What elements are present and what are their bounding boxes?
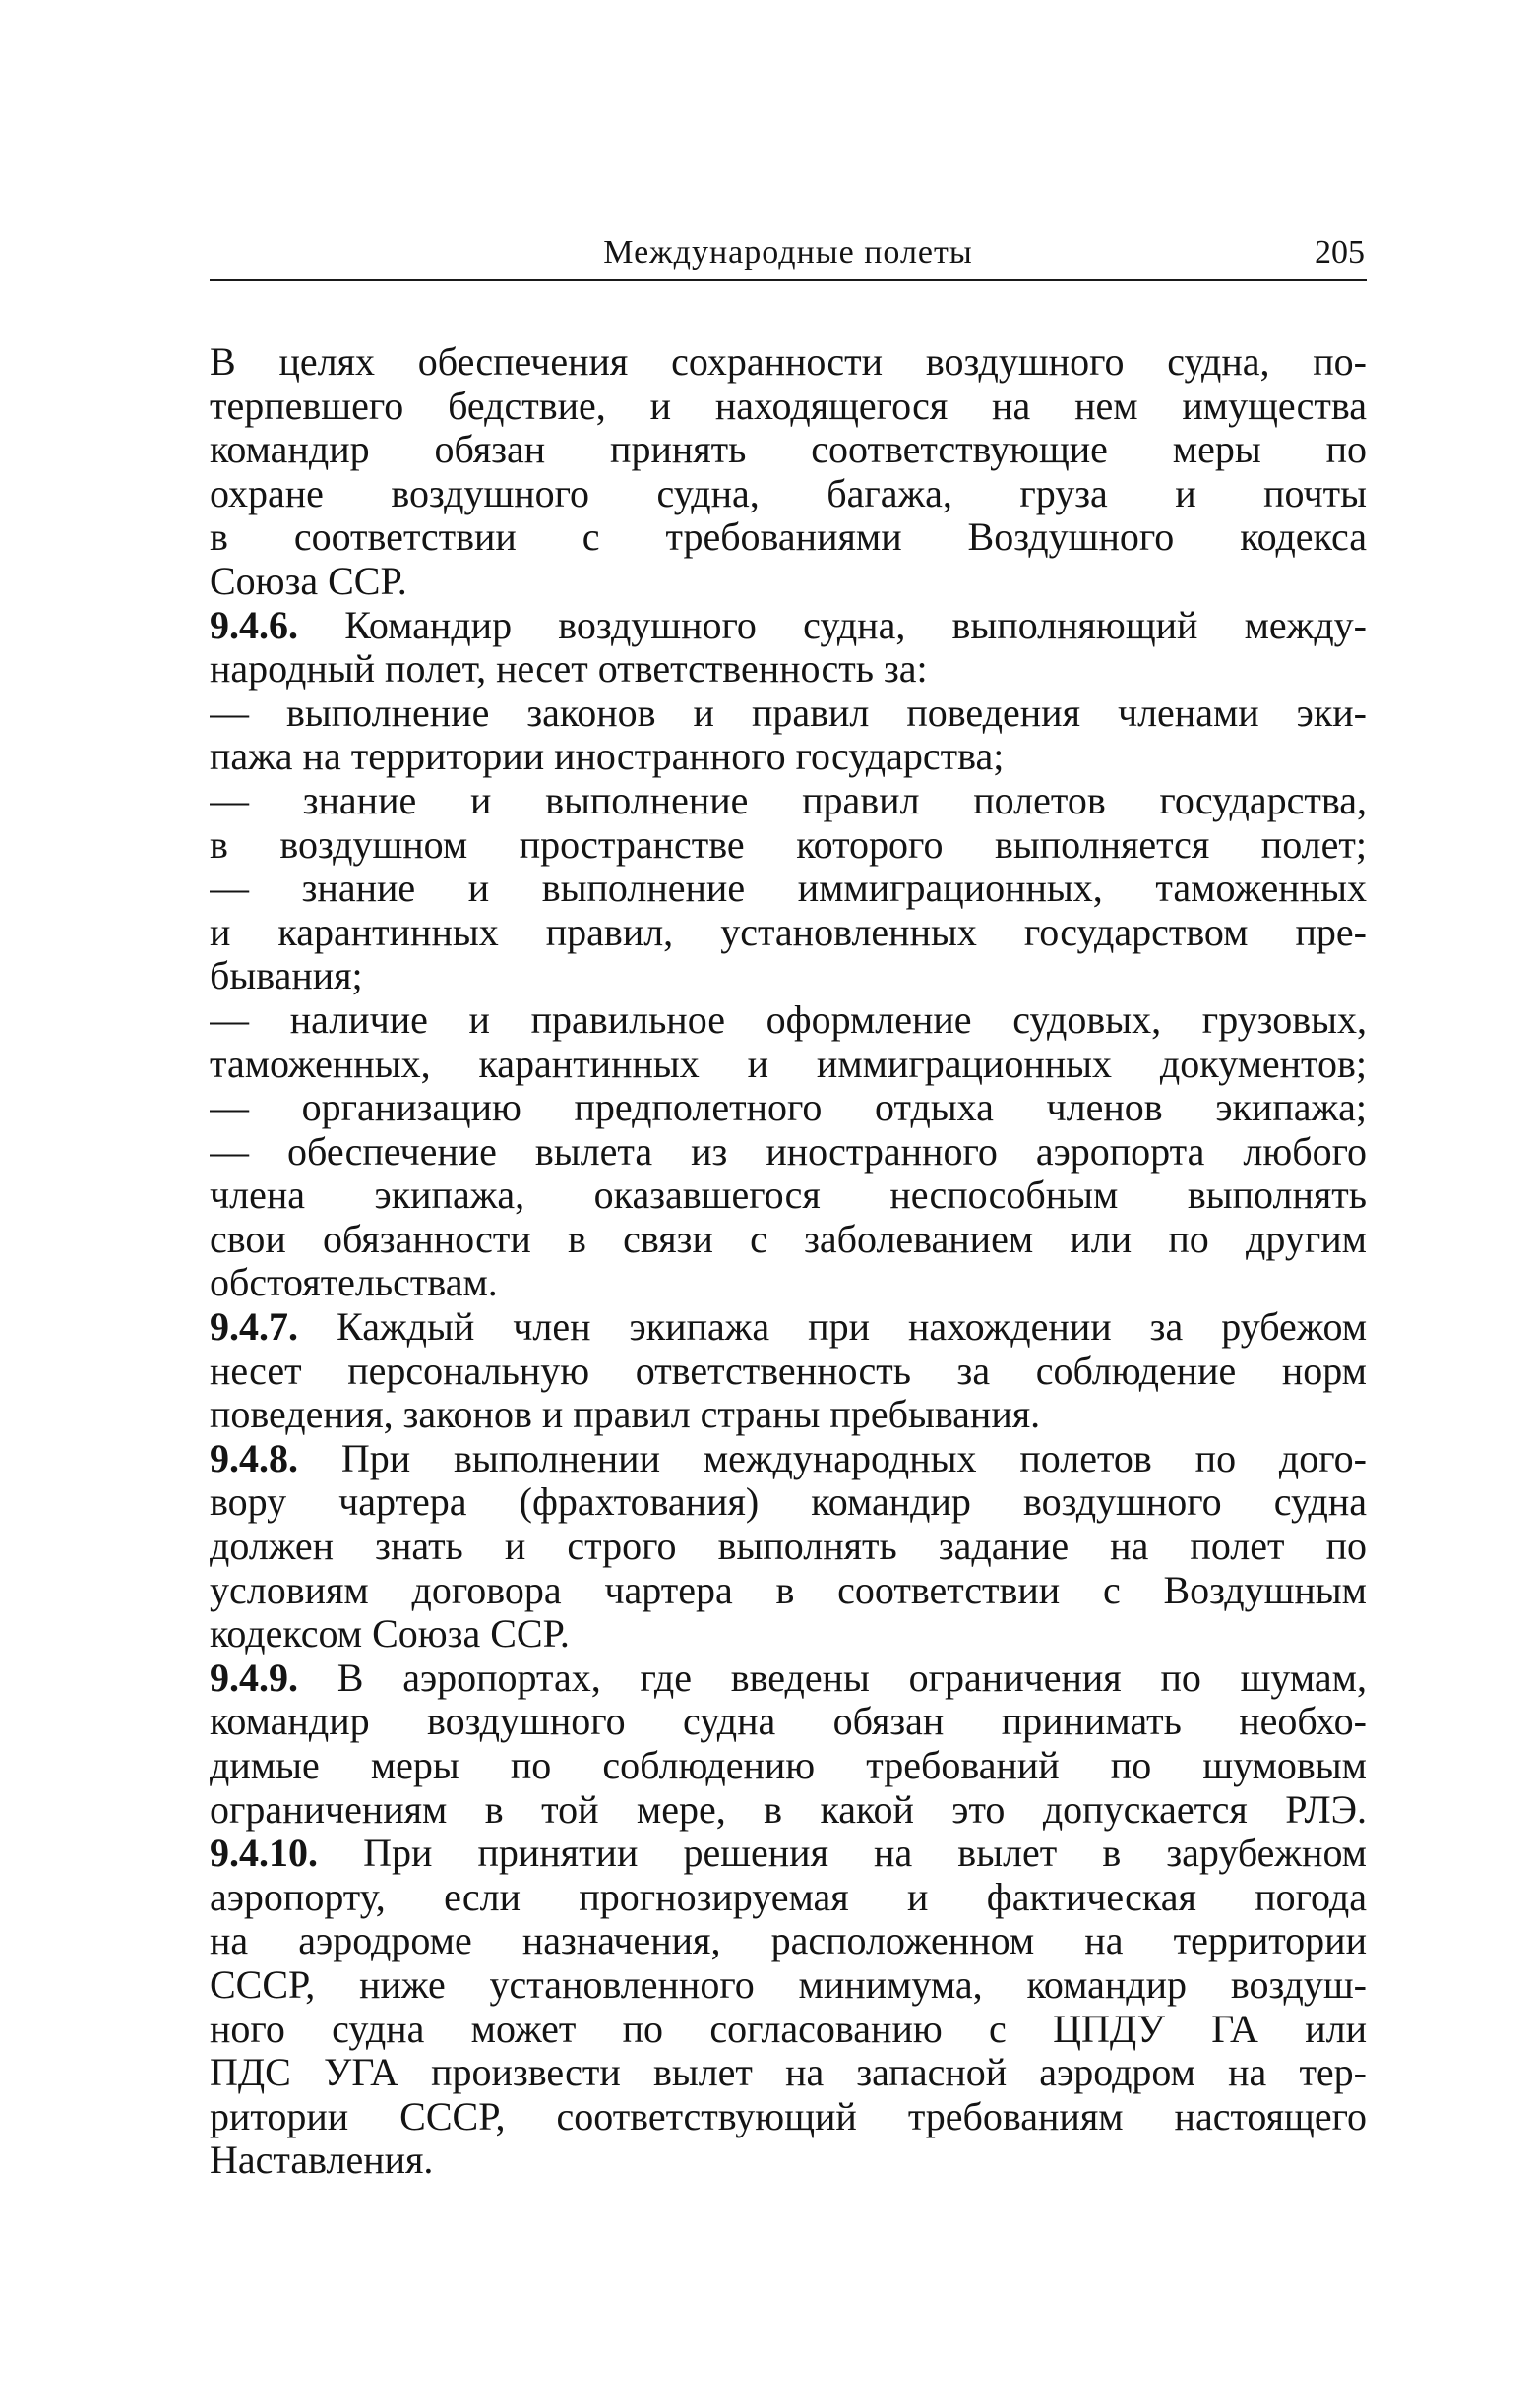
line-text: В целях обеспечения сохранности воздушного судна, по- bbox=[210, 340, 1367, 384]
text-line bbox=[210, 385, 1367, 429]
line-text: ритории СССР, соответствующий требованиям настоящего bbox=[210, 2094, 1367, 2138]
line-text: СССР, ниже установленного минимума, командир воздуш- bbox=[210, 1962, 1367, 2007]
text-line bbox=[210, 735, 1367, 779]
text-line bbox=[210, 2095, 1367, 2139]
text-line bbox=[210, 428, 1367, 472]
clause-number: 9.4.7. bbox=[210, 1305, 298, 1350]
text-line bbox=[210, 1043, 1367, 1087]
clause-line bbox=[210, 1437, 1367, 1481]
line-text: ПДС УГА произвести вылет на запасной аэродром на тер- bbox=[210, 2051, 1367, 2095]
clause-number: 9.4.8. bbox=[210, 1436, 298, 1480]
page-number: 205 bbox=[1315, 234, 1365, 271]
line-text: — обеспечение вылета из иностранного аэропорта любого bbox=[210, 1129, 1367, 1174]
running-header bbox=[210, 232, 1367, 281]
line-text: обстоятельствам. bbox=[210, 1260, 498, 1305]
line-text: члена экипажа, оказавшегося неспособным выполнять bbox=[210, 1174, 1367, 1218]
line-text: командир воздушного судна обязан принимать необхо- bbox=[210, 1700, 1367, 1744]
clause-number: 9.4.9. bbox=[210, 1656, 298, 1700]
text-line bbox=[210, 1788, 1367, 1833]
text-line bbox=[210, 998, 1367, 1043]
line-text: При принятии решения на вылет в зарубежном bbox=[318, 1832, 1367, 1876]
line-text: в воздушном пространстве которого выполняется полет; bbox=[210, 822, 1367, 867]
text-line bbox=[210, 2008, 1367, 2052]
line-text: терпевшего бедствие, и находящегося на нем имущества bbox=[210, 384, 1367, 428]
clause-number: 9.4.10. bbox=[210, 1832, 318, 1876]
text-line bbox=[210, 1963, 1367, 2008]
text-line bbox=[210, 340, 1367, 385]
text-line bbox=[210, 954, 1367, 998]
text-line bbox=[210, 2051, 1367, 2095]
text-line bbox=[210, 647, 1367, 692]
line-text: димые меры по соблюдению требований по шумовым bbox=[210, 1744, 1367, 1787]
line-text: вору чартера (фрахтования) командир воздушного судна bbox=[210, 1480, 1367, 1525]
line-text: пажа на территории иностранного государства; bbox=[210, 734, 1005, 779]
text-line bbox=[210, 1086, 1367, 1130]
text-line bbox=[210, 1700, 1367, 1744]
text-line bbox=[210, 1744, 1367, 1788]
line-text: ограничениям в той мере, в какой это допускается РЛЭ. bbox=[210, 1787, 1367, 1832]
text-line bbox=[210, 1876, 1367, 1920]
line-text: условиям договора чартера в соответствии с Воздушным bbox=[210, 1568, 1367, 1612]
line-text: должен знать и строго выполнять задание на полет по bbox=[210, 1525, 1367, 1569]
line-text: поведения, законов и правил страны пребывания. bbox=[210, 1392, 1041, 1437]
line-text: При выполнении международных полетов по дого- bbox=[298, 1436, 1367, 1480]
line-text: В аэропортах, где введены ограничения по шумам, bbox=[298, 1656, 1367, 1700]
line-text: командир обязан принять соответствующие меры по bbox=[210, 428, 1367, 472]
body-text bbox=[210, 340, 1367, 2183]
text-line bbox=[210, 1350, 1367, 1394]
line-text: таможенных, карантинных и иммиграционных документов; bbox=[210, 1042, 1367, 1086]
text-line bbox=[210, 1569, 1367, 1613]
line-text: несет персональную ответственность за соблюдение норм bbox=[210, 1349, 1367, 1393]
text-line bbox=[210, 472, 1367, 516]
text-line bbox=[210, 1919, 1367, 1963]
text-line bbox=[210, 823, 1367, 868]
line-text: — наличие и правильное оформление судовых, грузовых, bbox=[210, 997, 1367, 1042]
line-text: кодексом Союза ССР. bbox=[210, 1611, 570, 1656]
text-line bbox=[210, 1393, 1367, 1437]
text-line bbox=[210, 1612, 1367, 1656]
text-line bbox=[210, 692, 1367, 736]
text-line bbox=[210, 1525, 1367, 1569]
text-line bbox=[210, 779, 1367, 823]
clause-line bbox=[210, 604, 1367, 648]
line-text: аэропорту, если прогнозируемая и фактическая погода bbox=[210, 1875, 1367, 1919]
text-line bbox=[210, 515, 1367, 560]
line-text: — организацию предполетного отдыха членов экипажа; bbox=[210, 1086, 1367, 1130]
text-line bbox=[210, 2138, 1367, 2183]
clause-number: 9.4.6. bbox=[210, 603, 298, 647]
line-text: на аэродроме назначения, расположенном на территории bbox=[210, 1919, 1367, 1963]
line-text: свои обязанности в связи с заболеванием или по другим bbox=[210, 1217, 1367, 1261]
text-line bbox=[210, 1218, 1367, 1262]
line-text: Наставления. bbox=[210, 2137, 434, 2183]
text-line bbox=[210, 560, 1367, 604]
text-line bbox=[210, 911, 1367, 955]
text-line bbox=[210, 1480, 1367, 1525]
line-text: Каждый член экипажа при нахождении за рубежом bbox=[298, 1305, 1367, 1350]
line-text: народный полет, несет ответственность за: bbox=[210, 646, 928, 692]
text-line bbox=[210, 867, 1367, 911]
line-text: охране воздушного судна, багажа, груза и почты bbox=[210, 471, 1367, 515]
clause-line bbox=[210, 1305, 1367, 1350]
line-text: Командир воздушного судна, выполняющий между- bbox=[298, 603, 1367, 647]
line-text: в соответствии с требованиями Воздушного кодекса bbox=[210, 515, 1367, 560]
line-text: — знание и выполнение правил полетов государства, bbox=[210, 778, 1367, 822]
text-line bbox=[210, 1130, 1367, 1174]
line-text: — знание и выполнение иммиграционных, таможенных bbox=[210, 867, 1367, 911]
text-line bbox=[210, 1261, 1367, 1305]
line-text: Союза ССР. bbox=[210, 558, 407, 603]
text-line bbox=[210, 1174, 1367, 1218]
line-text: бывания; bbox=[210, 953, 363, 998]
line-text: — выполнение законов и правил поведения членами эки- bbox=[210, 691, 1367, 735]
running-title: Международные полеты bbox=[603, 234, 973, 271]
clause-line bbox=[210, 1656, 1367, 1701]
line-text: и карантинных правил, установленных государством пре- bbox=[210, 910, 1367, 954]
line-text: ного судна может по согласованию с ЦПДУ ГА или bbox=[210, 2007, 1367, 2051]
clause-line bbox=[210, 1832, 1367, 1876]
